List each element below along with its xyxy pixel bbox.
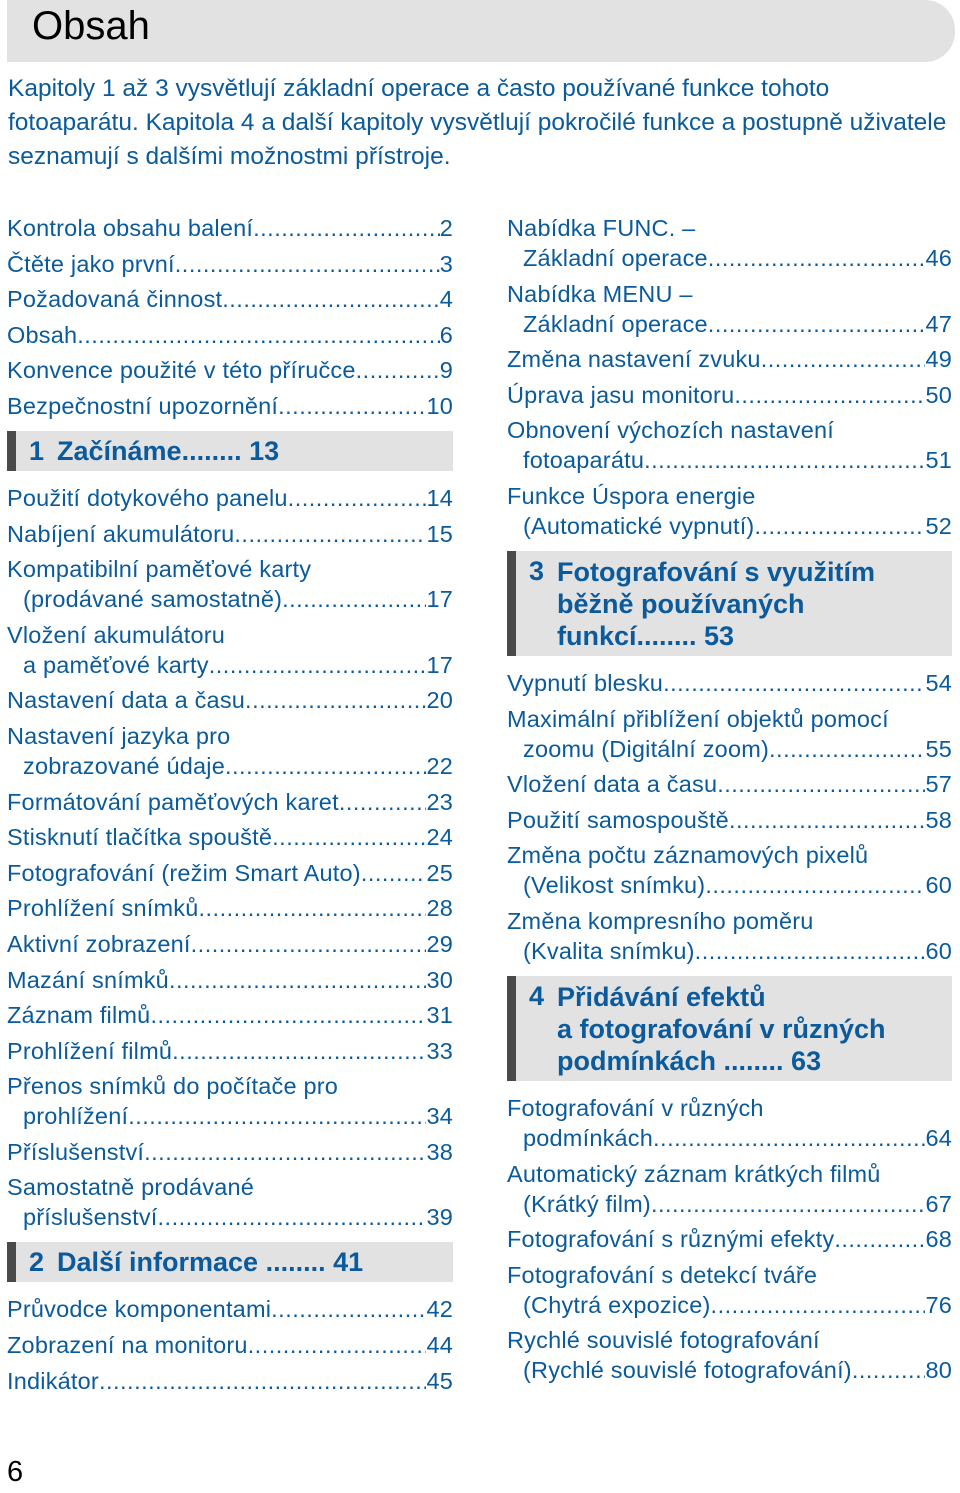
toc-entry[interactable] [7,519,453,549]
dot-leader [711,1290,926,1320]
toc-entry[interactable] [7,685,453,715]
toc-entry[interactable] [7,620,453,680]
toc-entry[interactable] [7,965,453,995]
chapter-heading[interactable] [507,976,952,1081]
toc-entry-label: Fotografování v různých [507,1094,764,1121]
toc-page-number: 60 [925,872,952,899]
toc-entry[interactable] [7,320,453,350]
toc-entry-line [7,213,453,243]
toc-entry-line [7,584,453,614]
toc-entry-line [7,685,453,715]
toc-entry-line [507,243,952,273]
chapter-number: 4 [529,980,545,1011]
toc-page-number: 50 [925,381,952,408]
dot-leader [695,936,926,966]
toc-entry-label: prohlížení [23,1103,129,1130]
toc-entry-line [7,1366,453,1396]
toc-page-number: 45 [426,1367,453,1394]
chapter-heading[interactable] [7,1242,453,1282]
toc-entry[interactable] [7,787,453,817]
toc-entry-label: (Rychlé souvislé fotografování) [523,1357,852,1384]
toc-entry-label: podmínkách [523,1124,654,1151]
dot-leader [663,668,925,698]
toc-entry-line [7,620,453,650]
toc-entry-label: Indikátor [7,1367,99,1394]
toc-entry-label: Kompatibilní paměťové karty [7,556,312,583]
toc-entry-line [507,1290,952,1320]
dot-leader [198,893,426,923]
toc-entry-label: Fotografování s detekcí tváře [507,1261,818,1288]
toc-entry[interactable] [507,1159,952,1219]
toc-entry[interactable] [507,1224,952,1254]
toc-entry-label: Nabíjení akumulátoru [7,520,235,547]
toc-entry-line [7,1036,453,1066]
dot-leader [128,1101,426,1131]
toc-entry-label: Prohlížení filmů [7,1037,173,1064]
dot-leader [761,344,926,374]
toc-entry[interactable] [7,1294,453,1324]
toc-entry-label: (Krátký film) [523,1190,651,1217]
toc-entry-label: Obsah [7,321,78,348]
dot-leader [356,355,440,385]
toc-page-number: 39 [426,1204,453,1231]
dot-leader [651,1189,926,1219]
dot-leader [278,391,426,421]
toc-entry-label: zoomu (Digitální zoom) [523,735,770,762]
dot-leader [209,650,427,680]
chapter-page-number: 63 [783,1045,822,1076]
chapter-title [557,981,886,1077]
toc-entry[interactable] [507,344,952,374]
dot-leader [271,1294,426,1324]
toc-page-number: 42 [426,1296,453,1323]
toc-entry[interactable] [7,858,453,888]
dot-leader [191,929,427,959]
toc-entry[interactable] [507,769,952,799]
chapter-title-line [557,1045,886,1077]
toc-entry-line [507,279,952,309]
toc-page-number: 2 [439,215,453,241]
dot-leader [282,584,426,614]
toc-entry-label: Záznam filmů [7,1002,151,1029]
toc-entry-line [507,415,952,445]
toc-entry[interactable] [7,1000,453,1030]
dot-leader [708,243,926,273]
toc-entry-line [7,1294,453,1324]
toc-entry[interactable] [507,279,952,339]
toc-entry[interactable] [507,380,952,410]
toc-entry-label: Požadovaná činnost [7,286,223,313]
chapter-title-line [557,620,875,652]
toc-page-number: 67 [925,1190,952,1217]
toc-entry-label: Změna počtu záznamových pixelů [507,842,869,869]
toc-entry-label: Formátování paměťových karet [7,788,339,815]
toc-entry[interactable] [7,721,453,781]
toc-page-number: 20 [426,687,453,714]
toc-entry-label: Změna kompresního poměru [507,907,814,934]
toc-entry-line [507,213,952,243]
toc-entry-label: Obnovení výchozích nastavení [507,417,834,444]
toc-entry-line [7,483,453,513]
dot-leader [288,483,427,513]
dot-leader [734,380,925,410]
toc-entry-line [7,1202,453,1232]
toc-entry-label: (Velikost snímku) [523,872,706,899]
dot-leader [245,685,426,715]
toc-entry[interactable] [507,840,952,900]
toc-entry-line [7,1000,453,1030]
toc-entry-line [7,721,453,751]
toc-entry[interactable] [7,1137,453,1167]
toc-entry-line [507,445,952,475]
toc-entry-label: Zobrazení na monitoru [7,1332,248,1359]
toc-page-number: 29 [426,930,453,957]
dot-leader [705,870,925,900]
toc-entry-line [507,309,952,339]
dot-leader [834,1224,925,1254]
dot-leader [644,445,925,475]
chapter-title-line [57,1247,363,1278]
dot-leader [234,519,426,549]
toc-entry-label: Fotografování (režim Smart Auto) [7,859,361,886]
toc-entry-line [507,511,952,541]
toc-page-number: 15 [426,520,453,547]
toc-entry-line [507,344,952,374]
toc-entry-line [7,1172,453,1202]
toc-page-number: 22 [426,752,453,779]
chapter-title-text: funkcí [557,620,637,651]
dot-leader [653,1123,925,1153]
dot-leader [225,751,426,781]
toc-page-number: 3 [439,250,453,277]
toc-page-number: 23 [426,788,453,815]
toc-entry-line [7,650,453,680]
toc-entry[interactable] [507,1260,952,1320]
toc-entry[interactable] [7,1036,453,1066]
toc-entry-label: Rychlé souvislé fotografování [507,1327,820,1354]
toc-left-column [7,213,453,1401]
toc-entry-label: Funkce Úspora energie [507,482,756,509]
toc-entry-label: Prohlížení snímků [7,895,199,922]
chapter-title-text: Fotografování s využitím [557,556,876,587]
toc-entry-line [507,769,952,799]
toc-entry-line [7,1137,453,1167]
toc-entry-line [7,284,453,314]
toc-entry[interactable] [7,893,453,923]
toc-entry[interactable] [507,704,952,764]
toc-entry-label: Úprava jasu monitoru [507,381,735,408]
toc-entry[interactable] [7,1330,453,1360]
toc-page-number: 14 [426,484,453,511]
toc-page-number: 10 [426,392,453,419]
toc-entry-line [507,1325,952,1355]
dot-leader [339,787,427,817]
chapter-title [57,436,279,467]
toc-entry[interactable] [507,415,952,475]
toc-entry-line [507,805,952,835]
chapter-heading[interactable] [7,431,453,471]
dot-leader [99,1366,427,1396]
toc-page-number: 64 [925,1124,952,1151]
toc-entry-line [507,734,952,764]
toc-entry-label: Průvodce komponentami [7,1296,272,1323]
toc-entry-label: příslušenství [23,1204,158,1231]
chapter-title [57,1247,363,1278]
toc-entry-line [507,906,952,936]
toc-page-number: 58 [925,806,952,833]
toc-page-number: 52 [925,512,952,539]
toc-entry[interactable] [7,249,453,279]
toc-entry-line [7,893,453,923]
toc-entry-label: Kontrola obsahu balení [7,215,254,241]
dot-leader [169,965,427,995]
toc-entry[interactable] [7,1071,453,1131]
toc-entry-line [7,391,453,421]
dot-leader [144,1137,426,1167]
dot-leader [717,769,925,799]
chapter-page-number: 53 [696,620,735,651]
toc-entry-line [507,704,952,734]
dot-leader [175,249,440,279]
toc-entry[interactable] [7,929,453,959]
toc-entry-label: a paměťové karty [23,651,209,678]
dot-leader [852,1355,926,1385]
toc-entry-label: Automatický záznam krátkých filmů [507,1160,881,1187]
toc-entry[interactable] [507,213,952,273]
toc-page-number: 80 [925,1357,952,1384]
dot-leader [361,858,427,888]
toc-entry-line [7,965,453,995]
page-title: Obsah [32,4,150,48]
toc-entry-line [7,787,453,817]
toc-entry-line [507,1189,952,1219]
toc-page-number: 17 [426,651,453,678]
toc-entry[interactable] [7,554,453,614]
toc-page-number: 60 [925,937,952,964]
toc-page-number: 24 [426,824,453,851]
toc-page-number: 6 [439,321,453,348]
dot-leader: ........ [181,435,242,466]
dot-leader: ........ [723,1045,784,1076]
chapter-title-line [557,556,875,588]
intro-paragraph: Kapitoly 1 až 3 vysvětlují základní operace a často používané funkce tohoto fotoaparátu. Kapitola 4 a další kapitoly vysvětlují pokročilé funkce a postupně uživatele seznamují s dalšími možnostmi přístroje. [8,75,947,170]
toc-entry-line [507,1224,952,1254]
toc-entry-line [7,320,453,350]
toc-entry-label: (prodávané samostatně) [23,586,283,613]
toc-entry[interactable] [7,213,453,243]
dot-leader [222,284,439,314]
toc-page-number: 54 [925,669,952,696]
toc-entry-label: Fotografování s různými efekty [507,1226,835,1253]
toc-entry-label: Základní operace [523,310,708,337]
toc-entry[interactable] [7,822,453,852]
toc-page-number: 30 [426,966,453,993]
toc-entry-line [7,858,453,888]
chapter-title-line [557,981,886,1013]
toc-entry-line [507,1093,952,1123]
dot-leader [150,1000,426,1030]
toc-entry-label: Nabídka MENU – [507,280,693,307]
toc-entry[interactable] [507,1093,952,1153]
toc-entry-label: Použití samospouště [507,806,729,833]
toc-page-number: 49 [925,346,952,373]
toc-entry-label: Změna nastavení zvuku [507,346,761,373]
toc-entry-line [507,1159,952,1189]
toc-entry-label: zobrazované údaje [23,752,225,779]
chapter-title-line [57,436,279,467]
toc-entry[interactable] [507,668,952,698]
chapter-number: 3 [529,555,545,586]
toc-page-number: 51 [925,447,952,474]
toc-entry[interactable] [7,483,453,513]
toc-page-number: 17 [426,586,453,613]
chapter-title-line [557,1013,886,1045]
dot-leader [729,805,926,835]
toc-entry[interactable] [7,355,453,385]
toc-entry-label: Vložení akumulátoru [7,621,226,648]
chapter-page-number: 13 [241,435,280,466]
toc-entry[interactable] [507,906,952,966]
toc-entry-label: (Automatické vypnutí) [523,512,755,539]
toc-entry-line [7,1071,453,1101]
toc-page-number: 38 [426,1138,453,1165]
toc-entry-line [507,1355,952,1385]
toc-entry[interactable] [507,1325,952,1385]
toc-page-number: 46 [925,245,952,271]
chapter-title-text: a fotografování v různých [557,1013,886,1044]
dot-leader: ........ [636,620,697,651]
toc-entry-line [507,380,952,410]
toc-entry-label: Stisknutí tlačítka spouště [7,824,273,851]
toc-entry-line [7,355,453,385]
toc-page-number: 33 [426,1037,453,1064]
toc-entry-label: (Chytrá expozice) [523,1291,711,1318]
dot-leader [77,320,439,350]
toc-page-number: 68 [925,1226,952,1253]
toc-entry-label: Použití dotykového panelu [7,484,288,511]
dot-leader [769,734,925,764]
toc-entry-line [7,1330,453,1360]
chapter-title-text: Přidávání efektů [557,981,766,1012]
toc-entry-line [7,519,453,549]
toc-entry-line [7,929,453,959]
toc-entry-label: Konvence použité v této příručce [7,357,356,384]
toc-entry-line [507,1123,952,1153]
toc-entry-line [7,554,453,584]
toc-entry-line [507,840,952,870]
dot-leader [253,213,440,243]
dot-leader [708,309,926,339]
toc-entry-line [507,481,952,511]
chapter-number: 2 [29,1247,45,1278]
toc-entry-label: Nabídka FUNC. – [507,215,696,241]
toc-page-number: 28 [426,895,453,922]
toc-page-number: 31 [426,1002,453,1029]
chapter-title-text: běžně používaných [557,588,805,619]
toc-entry-label: fotoaparátu [523,447,645,474]
chapter-title [557,556,875,652]
page-number: 6 [7,1456,24,1488]
chapter-heading[interactable] [507,551,952,656]
toc-entry-label: Základní operace [523,245,708,271]
toc-page-number: 47 [925,310,952,337]
toc-page-number: 55 [925,735,952,762]
dot-leader: ........ [265,1247,326,1278]
chapter-title-line [557,588,875,620]
toc-page-number: 34 [426,1103,453,1130]
chapter-title-text: podmínkách [557,1045,724,1076]
toc-entry-label: Aktivní zobrazení [7,930,191,957]
toc-entry-line [507,1260,952,1290]
toc-entry-label: Nastavení jazyka pro [7,722,231,749]
toc-page-number: 57 [925,771,952,798]
toc-entry-line [7,249,453,279]
toc-entry[interactable] [507,481,952,541]
toc-entry-label: Čtěte jako první [7,250,175,277]
chapter-title-text: Další informace [57,1247,266,1278]
toc-entry-label: Samostatně prodávané [7,1174,254,1201]
toc-page-number: 25 [426,859,453,886]
chapter-page-number: 41 [325,1247,364,1278]
chapter-title-text: Začínáme [57,435,182,466]
toc-entry-label: Přenos snímků do počítače pro [7,1073,339,1100]
toc-entry[interactable] [507,805,952,835]
toc-entry[interactable] [7,284,453,314]
toc-entry-line [507,668,952,698]
toc-entry[interactable] [7,391,453,421]
toc-entry-label: Nastavení data a času [7,687,246,714]
toc-entry-line [7,822,453,852]
toc-right-column [507,213,952,1391]
toc-entry-label: (Kvalita snímku) [523,937,695,964]
toc-entry-label: Vypnutí blesku [507,669,664,696]
toc-page-number: 9 [439,357,453,384]
dot-leader [158,1202,427,1232]
toc-entry-label: Vložení data a času [507,771,718,798]
toc-entry-line [7,751,453,781]
toc-entry-label: Příslušenství [7,1138,145,1165]
toc-entry-line [7,1101,453,1131]
dot-leader [172,1036,426,1066]
toc-page-number: 76 [925,1291,952,1318]
toc-page-number: 44 [426,1332,453,1359]
toc-entry-line [507,936,952,966]
dot-leader [754,511,925,541]
dot-leader [272,822,426,852]
chapter-number: 1 [29,435,45,466]
toc-entry-label: Maximální přiblížení objektů pomocí [507,705,889,732]
toc-entry-line [507,870,952,900]
toc-entry[interactable] [7,1366,453,1396]
toc-entry-label: Mazání snímků [7,966,169,993]
toc-entry-label: Bezpečnostní upozornění [7,392,279,419]
toc-page-number: 4 [439,286,453,313]
dot-leader [248,1330,427,1360]
toc-entry[interactable] [7,1172,453,1232]
